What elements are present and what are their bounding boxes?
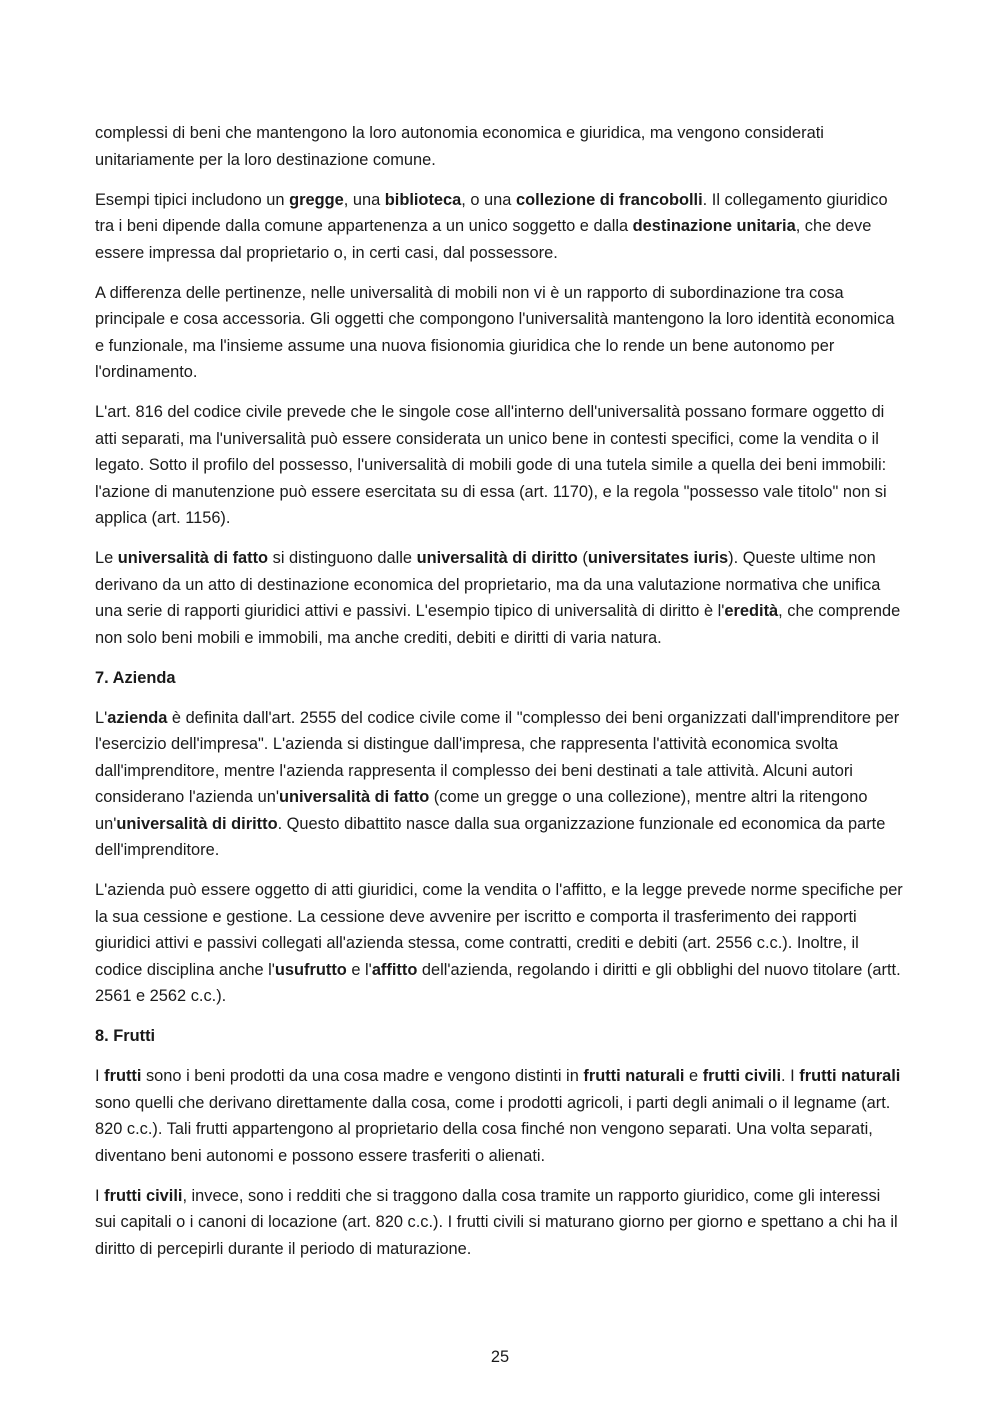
text-run: A differenza delle pertinenze, nelle universalità di mobili non vi è un rapporto di subordinazione tra cosa principale e cosa accessoria. Gli oggetti che compongono l'universalità mantengono la loro identità economica e funzionale, ma l'insieme assume una nuova fisionomia giuridica che lo rende un bene autonomo per l'ordinamento. (95, 283, 895, 381)
bold-term: azienda (107, 708, 168, 727)
paragraph (95, 545, 905, 651)
text-run: e (684, 1067, 703, 1085)
bold-term: frutti naturali (799, 1067, 901, 1085)
text-run: (come un gregge o una collezione), mentre altri la ritengono un' (95, 788, 868, 833)
bold-term: frutti civili (702, 1067, 782, 1085)
paragraph (95, 1183, 905, 1263)
bold-term: gregge (289, 190, 344, 209)
text-run: Esempi tipici includono un (95, 190, 290, 209)
bold-term: destinazione unitaria (632, 217, 796, 235)
bold-term: biblioteca (384, 190, 462, 209)
bold-term: universalità di diritto (116, 814, 278, 833)
text-run: complessi di beni che mantengono la loro autonomia economica e giuridica, ma vengono considerati unitariamente per la loro destinazione comune. (95, 124, 824, 169)
page-body (95, 120, 905, 1276)
bold-term: universitates iuris (587, 549, 729, 567)
text-run: dell'azienda, regolando i diritti e gli obblighi del nuovo titolare (artt. 2561 e 2562 c.c.). (95, 960, 901, 1005)
section-heading (95, 1023, 905, 1050)
text-run: sono quelli che derivano direttamente dalla cosa, come i prodotti agricoli, i parti degli animali o il legname (art. 820 c.c.). Tali frutti appartengono al proprietario della cosa finché non vengono separati. Una volta separati, diventano beni autonomi e possono essere trasferiti o alienati. (95, 1093, 891, 1165)
text-run: . I (781, 1067, 800, 1085)
paragraph (95, 705, 905, 864)
paragraph (95, 120, 905, 173)
text-run: 7. Azienda (95, 668, 176, 687)
bold-term: eredità (724, 602, 779, 620)
bold-term: universalità di fatto (278, 788, 430, 806)
text-run: , invece, sono i redditi che si traggono dalla cosa tramite un rapporto giuridico, come gli interessi sui capitali o i canoni di locazione (art. 820 c.c.). I frutti civili si maturano giorno per giorno e spettano a chi ha il diritto di percepirli durante il periodo di maturazione. (95, 1186, 898, 1258)
bold-term: frutti civili (104, 1186, 183, 1205)
text-run: , o una (461, 190, 516, 209)
text-run: 8. Frutti (95, 1027, 156, 1045)
text-run: , una (343, 190, 385, 209)
text-run: e l' (346, 960, 372, 979)
text-run: L' (95, 708, 108, 727)
text-run: si distinguono dalle (268, 549, 417, 567)
text-run: , che comprende non solo beni mobili e immobili, ma anche crediti, debiti e diritti di varia natura. (95, 602, 901, 647)
text-run: . Questo dibattito nasce dalla sua organizzazione funzionale ed economica da parte dell'imprenditore. (95, 814, 886, 859)
bold-term: affitto (371, 960, 418, 979)
bold-term: universalità di fatto (117, 549, 269, 567)
text-run: . Il collegamento giuridico tra i beni dipende dalla comune appartenenza a un unico soggetto e dalla (95, 190, 888, 235)
paragraph (95, 280, 905, 386)
paragraph (95, 877, 905, 1010)
text-run: L'azienda può essere oggetto di atti giuridici, come la vendita o l'affitto, e la legge prevede norme specifiche per la sua cessione e gestione. La cessione deve avvenire per iscritto e comporta il trasferimento dei rapporti giuridici attivi e passivi collegati all'azienda stessa, come contratti, crediti e debiti (art. 2556 c.c.). Inoltre, il codice disciplina anche l' (95, 881, 903, 979)
paragraph (95, 187, 905, 267)
text-run: L'art. 816 del codice civile prevede che le singole cose all'interno dell'universalità possano formare oggetto di atti separati, ma l'universalità può essere considerata un unico bene in contesti specifici, come la vendita o il legato. Sotto il profilo del possesso, l'universalità di mobili gode di una tutela simile a quella dei beni immobili: l'azione di manutenzione può essere esercitata su di essa (art. 1170), e la regola "possesso vale titolo" non si applica (art. 1156). (95, 403, 887, 527)
text-run: è definita dall'art. 2555 del codice civile come il "complesso dei beni organizzati dall'imprenditore per l'esercizio dell'impresa". L'azienda si distingue dall'impresa, che rappresenta l'attività economica svolta dall'imprenditore, mentre l'azienda rappresenta il complesso dei beni destinati a tale attività. Alcuni autori considerano l'azienda un' (95, 708, 900, 806)
text-run: I (95, 1186, 105, 1205)
text-run: , che deve essere impressa dal proprietario o, in certi casi, dal possessore. (95, 217, 872, 262)
page-number: 25 (490, 1348, 510, 1366)
text-run: ( (577, 549, 588, 567)
bold-term: frutti naturali (583, 1067, 685, 1085)
section-heading (95, 665, 905, 692)
text-run: Le (95, 549, 118, 567)
paragraph (95, 399, 905, 532)
text-run: I (95, 1067, 105, 1085)
bold-term: universalità di diritto (416, 549, 578, 567)
paragraph (95, 1063, 905, 1169)
text-run: sono i beni prodotti da una cosa madre e vengono distinti in (141, 1067, 584, 1085)
text-run: ). Queste ultime non derivano da un atto di destinazione economica del proprietario, ma da una valutazione normativa che unifica una serie di rapporti giuridici attivi e passivi. L'esempio tipico di universalità di diritto è l' (95, 549, 881, 620)
bold-term: usufrutto (274, 960, 347, 979)
bold-term: collezione di francobolli (515, 190, 703, 209)
bold-term: frutti (104, 1067, 142, 1085)
